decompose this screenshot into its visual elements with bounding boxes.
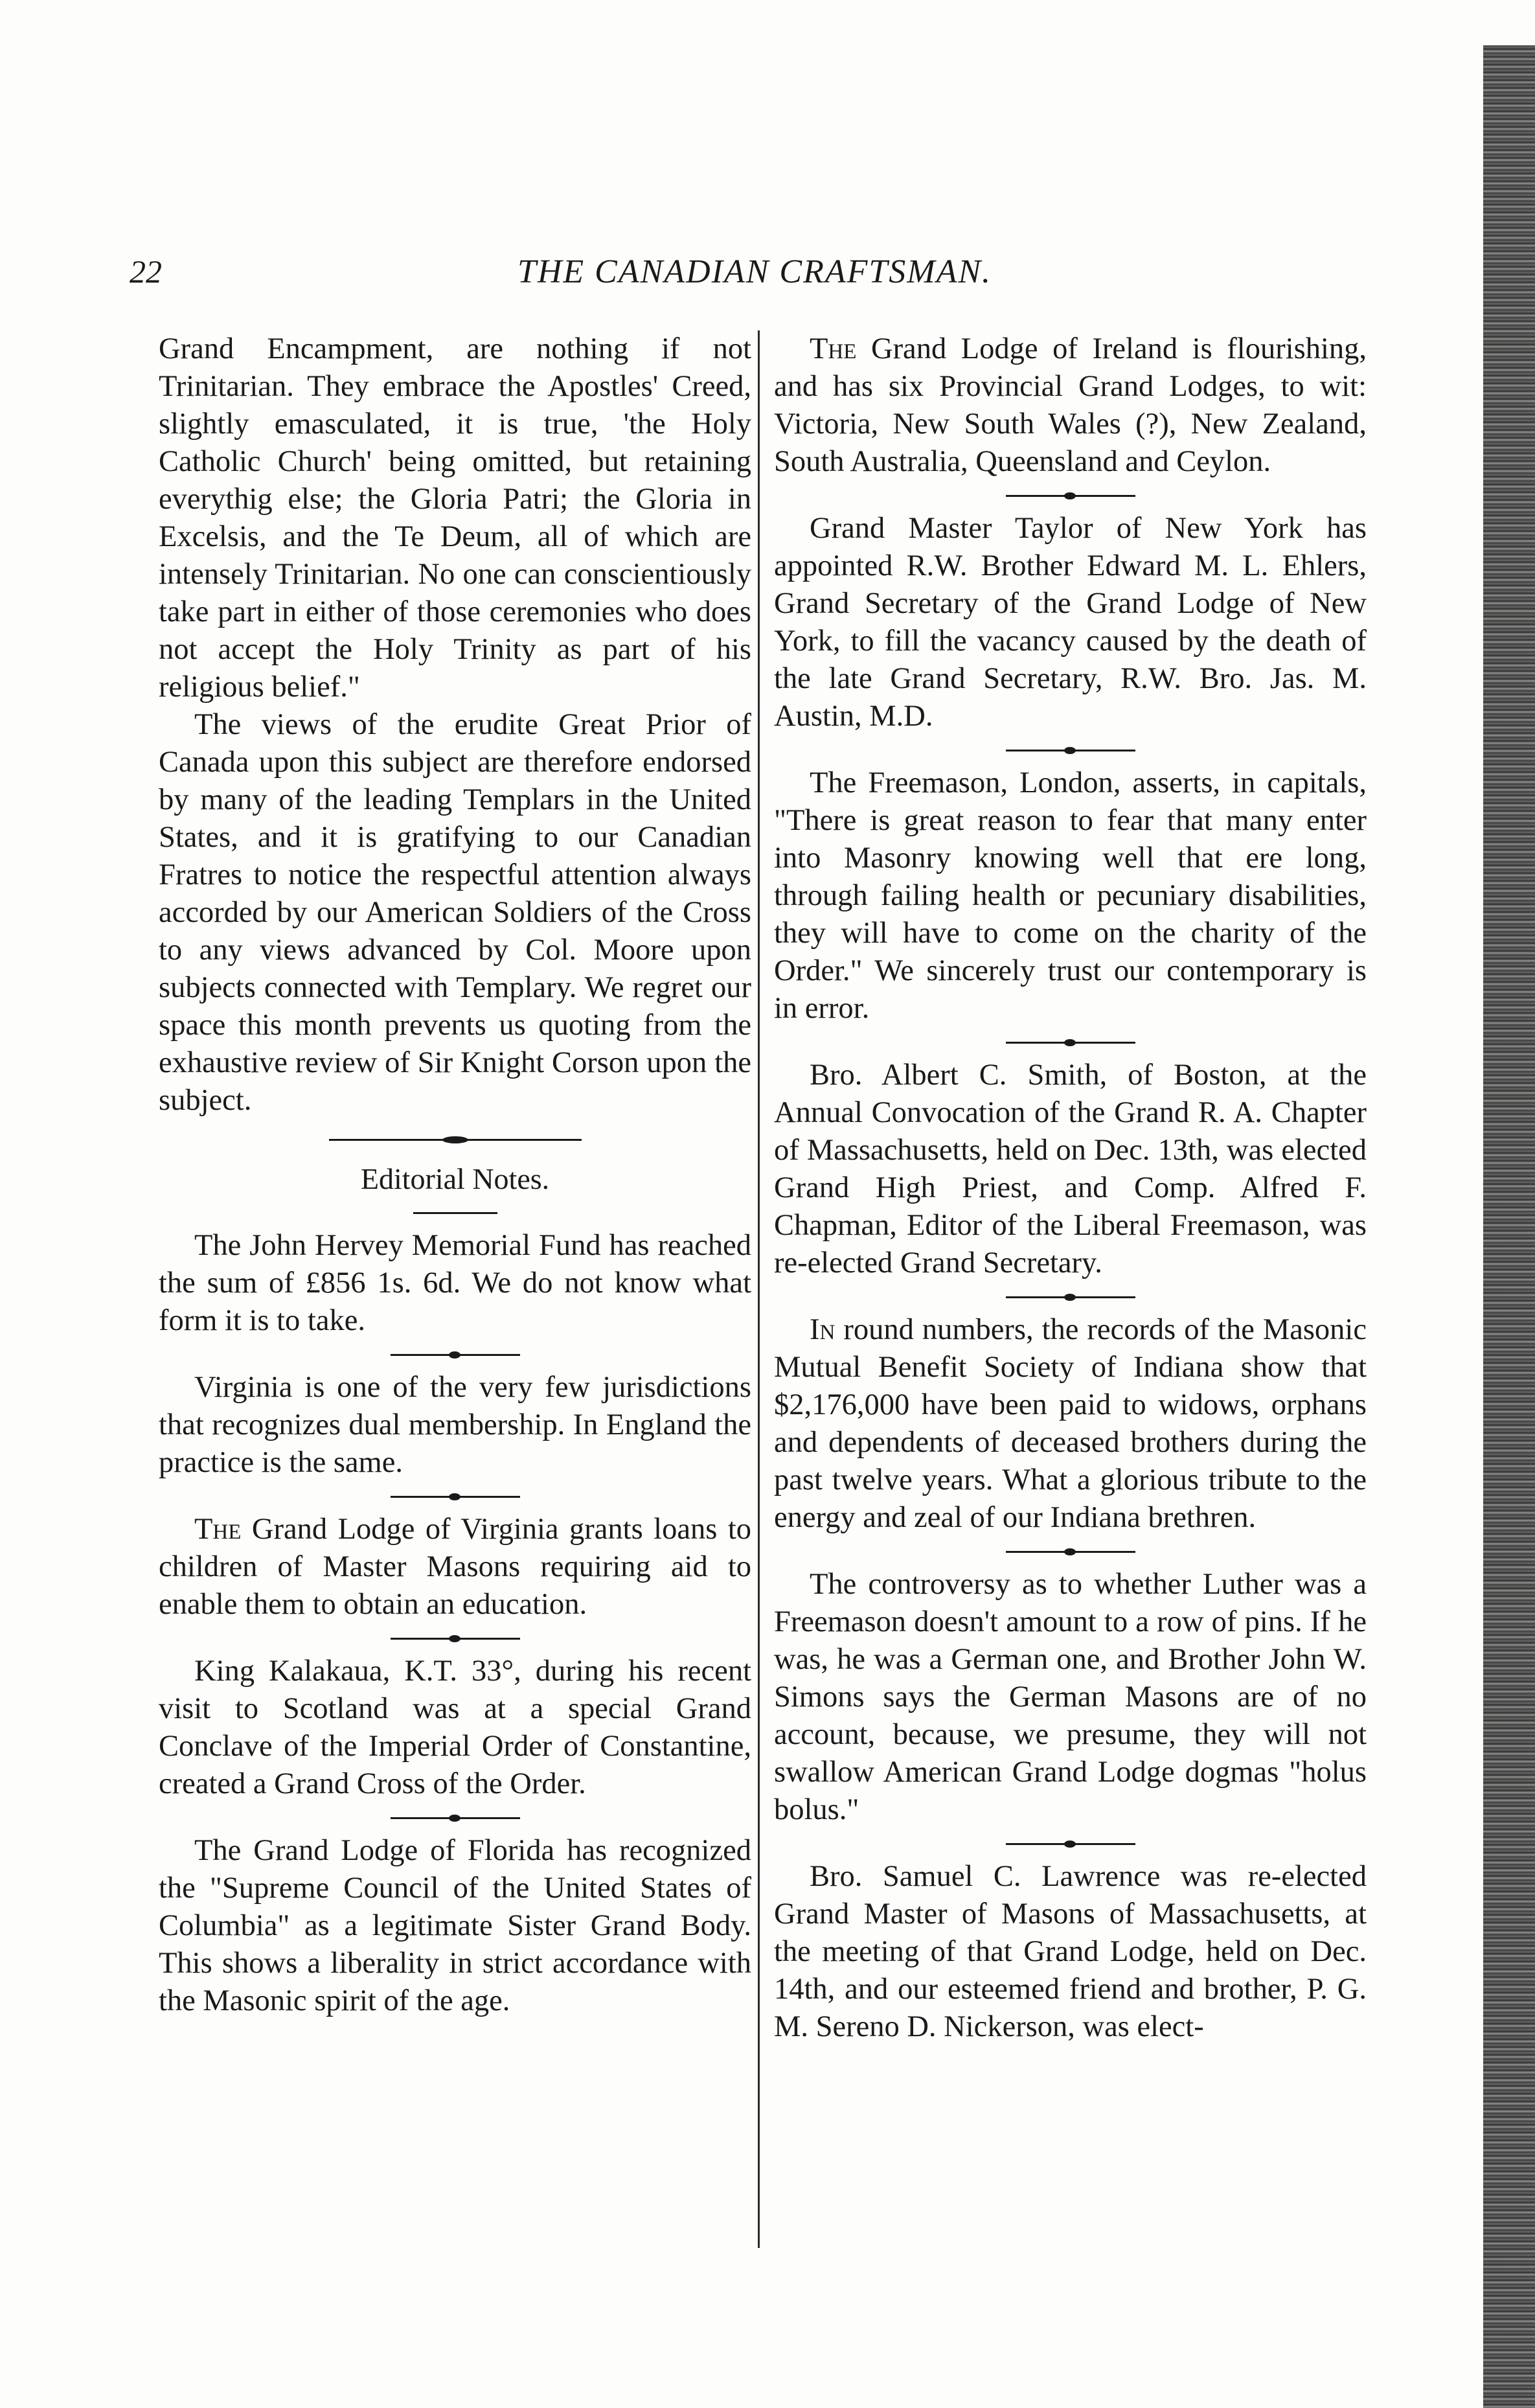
note-divider <box>1006 1296 1135 1298</box>
note-divider <box>1006 495 1135 497</box>
heading-rule <box>413 1212 497 1214</box>
note-new-york <box>774 510 1367 735</box>
note-lead: The <box>810 332 857 365</box>
note-divider <box>1006 1551 1135 1553</box>
paragraph-great-prior: The views of the erudite Great Prior of Canada upon this subject are therefore endorsed by many of the leading Templars in the United States, and it is gratifying to our Canadian Fratres to notice the respectful attention always accorded by our American Soldiers of the Cross to any views advanced by Col. Moore upon subjects connected with Templary. We regret our space this month prevents us quoting from the exhaustive review of Sir Knight Corson upon the subject. <box>159 708 751 1117</box>
page-header <box>130 253 1380 311</box>
note-divider <box>391 1354 520 1356</box>
note-text: The controversy as to whether Luther was a Freemason doesn't amount to a row of pins. If he was, he was a German one, and Brother John W. Simons says the German Masons are of no account, because, we presume, they will not swallow American Grand Lodge dogmas "holus bolus." <box>774 1568 1367 1826</box>
note-text: Grand Lodge of Ireland is flourishing, and has six Provincial Grand Lodges, to wit: Victoria, New South Wales (?), New Zealand, South Australia, Queensland and Ceylon. <box>774 332 1367 478</box>
note-divider <box>391 1638 520 1640</box>
note-text: King Kalakaua, K.T. 33°, during his recent visit to Scotland was at a special Grand Conclave of the Imperial Order of Constantine, created a Grand Cross of the Order. <box>159 1655 751 1800</box>
note-hervey-fund <box>159 1227 751 1340</box>
note-text: round numbers, the records of the Masonic Mutual Benefit Society of Indiana show that $2,176,000 have been paid to widows, orphans and dependents of deceased brothers during the past twelve years. What a glorious tribute to the energy and zeal of our Indiana brethren. <box>774 1313 1367 1534</box>
left-column <box>159 330 751 2020</box>
note-text: The Grand Lodge of Florida has recognized the "Supreme Council of the United States of Columbia" as a legitimate Sister Grand Body. This shows a liberality in strict accordance with the Masonic spirit of the age. <box>159 1834 751 2017</box>
note-luther <box>774 1566 1367 1829</box>
column-divider <box>758 330 760 2248</box>
note-lead: In <box>810 1313 836 1346</box>
note-virginia-dual <box>159 1369 751 1482</box>
note-virginia-loans <box>159 1511 751 1623</box>
right-column <box>774 330 1367 2046</box>
note-divider <box>1006 750 1135 751</box>
note-text: The John Hervey Memorial Fund has reached the sum of £856 1s. 6d. We do not know what form it is to take. <box>159 1229 751 1337</box>
note-text: Bro. Albert C. Smith, of Boston, at the Annual Convocation of the Grand R. A. Chapter of Massachusetts, held on Dec. 13th, was elected Grand High Priest, and Comp. Alfred F. Chapman, Editor of the Liberal Freemason, was re-elected Grand Secretary. <box>774 1059 1367 1279</box>
note-lead: The <box>194 1513 242 1546</box>
note-text: Virginia is one of the very few jurisdictions that recognizes dual membership. In England the practice is the same. <box>159 1371 751 1479</box>
note-divider <box>391 1496 520 1498</box>
scanned-page-edge <box>1483 45 1535 2408</box>
note-divider <box>1006 1042 1135 1044</box>
note-text: Grand Lodge of Virginia grants loans to children of Master Masons requiring aid to enable them to obtain an education. <box>159 1513 751 1621</box>
note-florida <box>159 1832 751 2020</box>
running-title: THE CANADIAN CRAFTSMAN. <box>517 253 992 290</box>
continued-paragraph: Grand Encampment, are nothing if not Trinitarian. They embrace the Apostles' Creed, slightly emasculated, it is true, 'the Holy Catholic Church' being omitted, but retaining everythig else; the Gloria Patri; the Gloria in Excelsis, and the Te Deum, all of which are intensely Trinitarian. No one can conscientiously take part in either of those ceremonies who does not accept the Holy Trinity as part of his religious belief." <box>159 332 751 704</box>
page-number: 22 <box>130 253 162 290</box>
note-lawrence <box>774 1858 1367 2046</box>
note-freemason-london <box>774 764 1367 1027</box>
note-ireland <box>774 330 1367 481</box>
note-text: The Freemason, London, asserts, in capitals, "There is great reason to fear that many enter into Masonry knowing well that ere long, through failing health or pecuniary disabilities, they will have to come on the charity of the Order." We sincerely trust our contemporary is in error. <box>774 766 1367 1025</box>
note-text: Bro. Samuel C. Lawrence was re-elected Grand Master of Masons of Massachusetts, at the meeting of that Grand Lodge, held on Dec. 14th, and our esteemed friend and brother, P. G. M. Sereno D. Nickerson, was elect- <box>774 1860 1367 2043</box>
section-divider <box>329 1139 582 1141</box>
note-indiana <box>774 1311 1367 1537</box>
section-heading: Editorial Notes. <box>360 1162 550 1195</box>
note-albert-smith <box>774 1057 1367 1282</box>
note-divider <box>1006 1843 1135 1845</box>
note-text: Grand Master Taylor of New York has appointed R.W. Brother Edward M. L. Ehlers, Grand Secretary of the Grand Lodge of New York, to fill the vacancy caused by the death of the late Grand Secretary, R.W. Bro. Jas. M. Austin, M.D. <box>774 512 1367 733</box>
note-kalakaua <box>159 1653 751 1803</box>
note-divider <box>391 1817 520 1819</box>
